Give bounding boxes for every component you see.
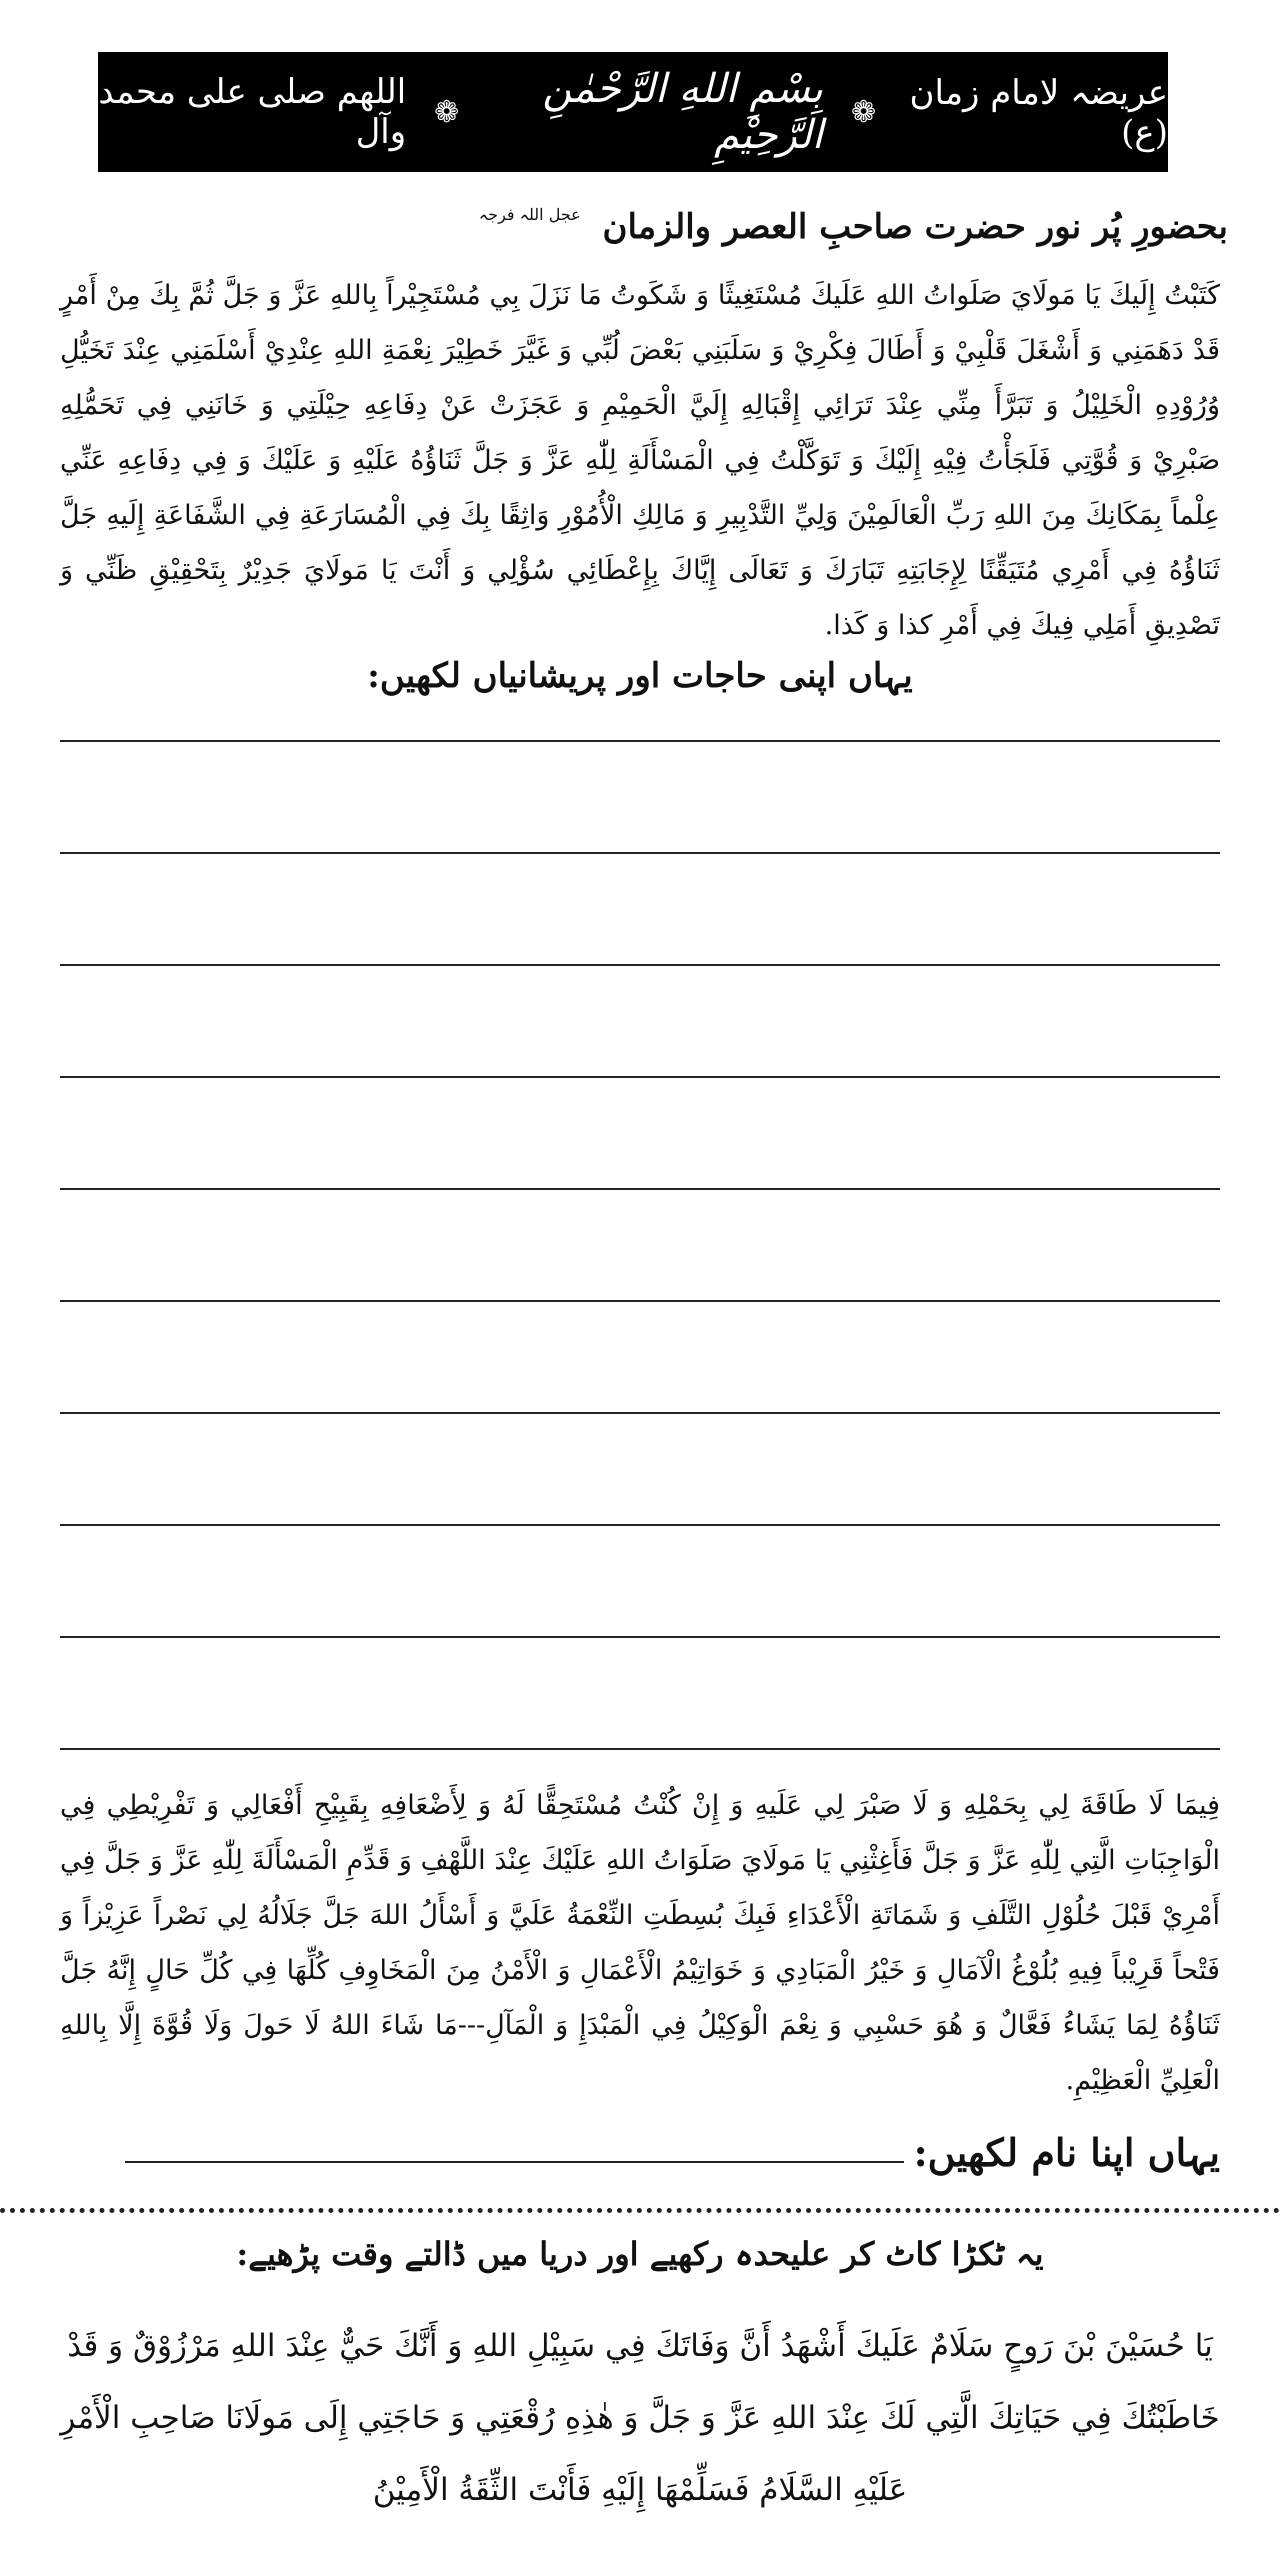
supplication-paragraph-1: كَتَبْتُ إِلَيكَ يَا مَولَايَ صَلَواتُ اللهِ عَلَيكَ مُسْتَغِيثًا وَ شَكَوتُ مَا نَزَلَ بِي مُسْتَجِيْراً بِاللهِ عَزَّ وَ جَلَّ ثُمَّ بِكَ مِنْ أَمْرٍ قَدْ دَهَمَنِي وَ أَشْغَلَ قَلْبِيْ وَ أَطَالَ فِكْرِيْ وَ سَلَبَنِي بَعْضَ لُبِّي وَ غَيَّرَ خَطِيْرَ نِعْمَةِ اللهِ عِنْدِيْ أَسْلَمَنِي عِنْدَ تَخَيُّلِ وُرُوْدِهِ الْخَلِيْلُ وَ تَبَرَّأَ مِنِّي عِنْدَ تَرَائِي إِقْبَالِهِ إِلَيَّ الْحَمِيْمِ وَ عَجَزَتْ عَنْ دِفَاعِهِ حِيْلَتِي وَ خَانَنِي فِي تَحَمُّلِهِ صَبْرِيْ وَ قُوَّتِي فَلَجَأْتُ فِيْهِ إِلَيْكَ وَ تَوَكَّلْتُ فِي الْمَسْأَلَةِ لِلّٰهِ عَزَّ وَ جَلَّ ثَنَاؤُهُ عَلَيْهِ وَ عَلَيْكَ وَ فِي دِفَاعِهِ عَنِّي عِلْماً بِمَكَانِكَ مِنَ اللهِ رَبِّ الْعَالَمِيْنَ وَلِيِّ التَّدْبِيرِ وَ مَالِكِ الْأُمُوْرِ وَاثِقًا بِكَ فِي الْمُسَارَعَةِ فِي الشَّفَاعَةِ إِلَيهِ جَلَّ ثَنَاؤُهُ فِي أَمْرِي مُتَيَقِّنًا لِإِجَابَتِهِ تَبَارَكَ وَ تَعَالَى إِيَّاكَ بِإِعْطَائِي سُؤْلِي وَ أَنْتَ يَا مَولَايَ جَدِيْرٌ بِتَحْقِيْقِ ظَنِّي وَ تَصْدِيقِ أَمَلِي فِيكَ فِي أَمْرِ كذا وَ كَذا. <box>60 280 1220 641</box>
banner-left-text: عریضہ لامام زمان (ع) <box>909 72 1168 153</box>
writing-line[interactable] <box>60 1412 1220 1414</box>
banner-right-text: اللھم صلی علی محمد وآل <box>98 72 407 152</box>
writing-line[interactable] <box>60 740 1220 742</box>
writing-lines <box>60 740 1220 1860</box>
header-banner <box>98 52 1168 172</box>
name-label: یہاں اپنا نام لکھیں: <box>913 2130 1220 2175</box>
supplication-paragraph-2: فِيمَا لَا طَاقَةَ لِي بِحَمْلِهِ وَ لَا صَبْرَ لِي عَلَيهِ وَ إِنْ كُنْتُ مُسْتَحِقًّا لَهُ وَ لِأَضْعَافِهِ بِقَبِيْحِ أَفْعَالِي وَ تَفْرِيْطِي فِي الْوَاجِبَاتِ الَّتِي لِلّٰهِ عَزَّ وَ جَلَّ فَأَغِثْنِي يَا مَولَايَ صَلَوَاتُ اللهِ عَلَيْكَ عِنْدَ اللَّهْفِ وَ قَدِّمِ الْمَسْأَلَةَ لِلّٰهِ عَزَّ وَ جَلَّ فِي أَمْرِيْ قَبْلَ حُلُوْلِ التَّلَفِ وَ شَمَاتَةِ الْأَعْدَاءِ فَبِكَ بُسِطَتِ النِّعْمَةُ عَلَيَّ وَ أَسْأَلُ اللهَ جَلَّ جَلَالُهُ لِي نَصْراً عَزِيْزاً وَ فَتْحاً قَرِيْباً فِيهِ بُلُوْغُ الْآمَالِ وَ خَيْرُ الْمَبَادِي وَ خَوَاتِيْمُ الْأَعْمَالِ وَ الْأَمْنُ مِنَ الْمَخَاوِفِ كُلِّهَا فِي كُلِّ حَالٍ إِنَّهُ جَلَّ ثَنَاؤُهُ لِمَا يَشَاءُ فَعَّالٌ وَ هُوَ حَسْبِي وَ نِعْمَ الْوَكِيْلُ فِي الْمَبْدَإِ وَ الْمَآلِ---مَا شَاءَ اللهُ لَا حَولَ وَلَا قُوَّةَ إِلَّا بِاللهِ الْعَلِيِّ الْعَظِيْمِ. <box>60 1790 1220 2096</box>
flower-ornament-icon: ❁ <box>850 94 877 130</box>
writing-line[interactable] <box>60 1636 1220 1638</box>
title-superscript: عجل اللہ فرجہ <box>478 205 581 224</box>
title-text: بحضورِ پُر نور حضرت صاحبِ العصر والزمان <box>602 207 1228 247</box>
writing-line[interactable] <box>60 852 1220 854</box>
name-line[interactable] <box>125 2160 904 2163</box>
page-title <box>479 205 1228 247</box>
cut-dotted-line <box>0 2208 1280 2213</box>
writing-line[interactable] <box>60 1300 1220 1302</box>
flower-ornament-icon: ❁ <box>434 94 460 130</box>
writing-line[interactable] <box>60 1524 1220 1526</box>
bismillah-calligraphy: بِسْمِ اللهِ الرَّحْمٰنِ الرَّحِيْمِ <box>542 66 823 158</box>
cut-heading: یہ ٹکڑا کاٹ کر علیحدہ رکھیے اور دریا میں ڈالتے وقت پڑھیے: <box>236 2235 1044 2273</box>
writing-line[interactable] <box>60 964 1220 966</box>
writing-line[interactable] <box>60 1076 1220 1078</box>
ziyarat-paragraph: يَا حُسَيْنَ بْنَ رَوحٍ سَلَامٌ عَلَيكَ أَشْهَدُ أَنَّ وَفَاتَكَ فِي سَبِيْلِ اللهِ وَ أَنَّكَ حَيٌّ عِنْدَ اللهِ مَرْزُوْقٌ وَ قَدْ خَاطَبْتُكَ فِي حَيَاتِكَ الَّتِي لَكَ عِنْدَ اللهِ عَزَّ وَ جَلَّ وَ هٰذِهِ رُقْعَتِي وَ حَاجَتِي إِلَى مَولَانَا صَاحِبِ الْأَمْرِ عَلَيْهِ السَّلَامُ فَسَلِّمْهَا إِلَيْهِ فَأَنْتَ الثِّقَةُ الْأَمِيْنُ <box>60 2328 1220 2508</box>
needs-heading: یہاں اپنی حاجات اور پریشانیاں لکھیں: <box>367 656 913 696</box>
writing-line[interactable] <box>60 1188 1220 1190</box>
name-row <box>60 2115 1220 2175</box>
writing-line[interactable] <box>60 1748 1220 1750</box>
